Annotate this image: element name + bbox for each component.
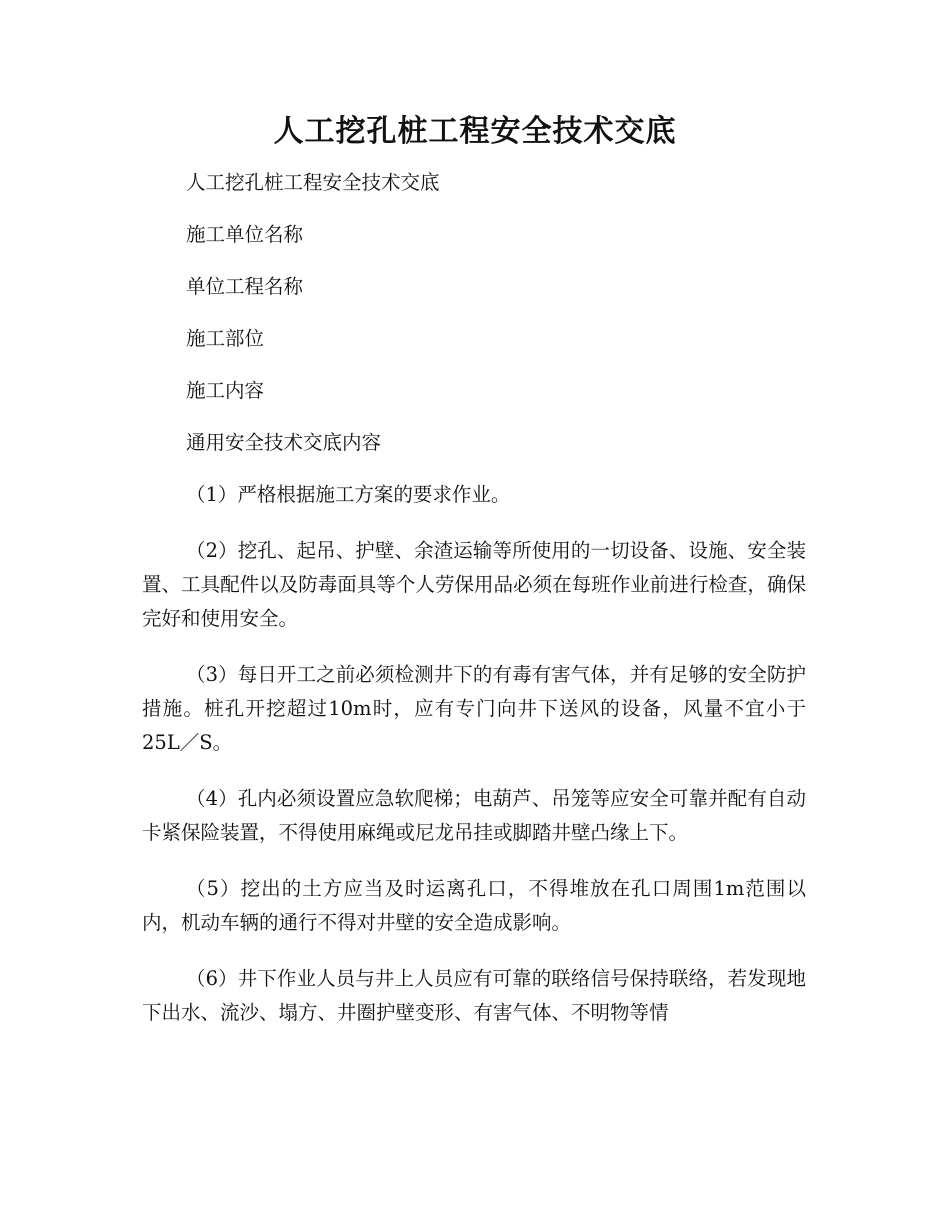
paragraph-2: （2）挖孔、起吊、护壁、余渣运输等所使用的一切设备、设施、安全装置、工具配件以及防毒面具等个人劳保用品必须在每班作业前进行检查，确保完好和使用安全。 (142, 539, 806, 630)
header-line-construction-part: 施工部位 (186, 327, 265, 350)
document-body (142, 166, 806, 1030)
paragraph-3: （3）每日开工之前必须检测井下的有毒有害气体，并有足够的安全防护措施。桩孔开挖超过10m时，应有专门向井下送风的设备，风量不宜小于25L／S。 (142, 663, 806, 754)
header-line-construction-content: 施工内容 (186, 379, 265, 402)
header-line-general-safety: 通用安全技术交底内容 (186, 431, 382, 454)
paragraph-4: （4）孔内必须设置应急软爬梯；电葫芦、吊笼等应安全可靠并配有自动卡紧保险装置，不得使用麻绳或尼龙吊挂或脚踏井壁凸缘上下。 (142, 787, 806, 844)
header-line-title: 人工挖孔桩工程安全技术交底 (186, 171, 440, 194)
document-title: 人工挖孔桩工程安全技术交底 (273, 114, 677, 149)
header-line-project-name: 单位工程名称 (186, 275, 304, 298)
header-line-construction-unit: 施工单位名称 (186, 223, 304, 246)
paragraph-1: （1）严格根据施工方案的要求作业。 (186, 483, 511, 506)
paragraph-6: （6）井下作业人员与井上人员应有可靠的联络信号保持联络，若发现地下出水、流沙、塌方、井圈护壁变形、有害气体、不明物等情 (142, 967, 806, 1024)
paragraph-5: （5）挖出的土方应当及时运离孔口，不得堆放在孔口周围1m范围以内，机动车辆的通行不得对井壁的安全造成影响。 (142, 877, 806, 934)
